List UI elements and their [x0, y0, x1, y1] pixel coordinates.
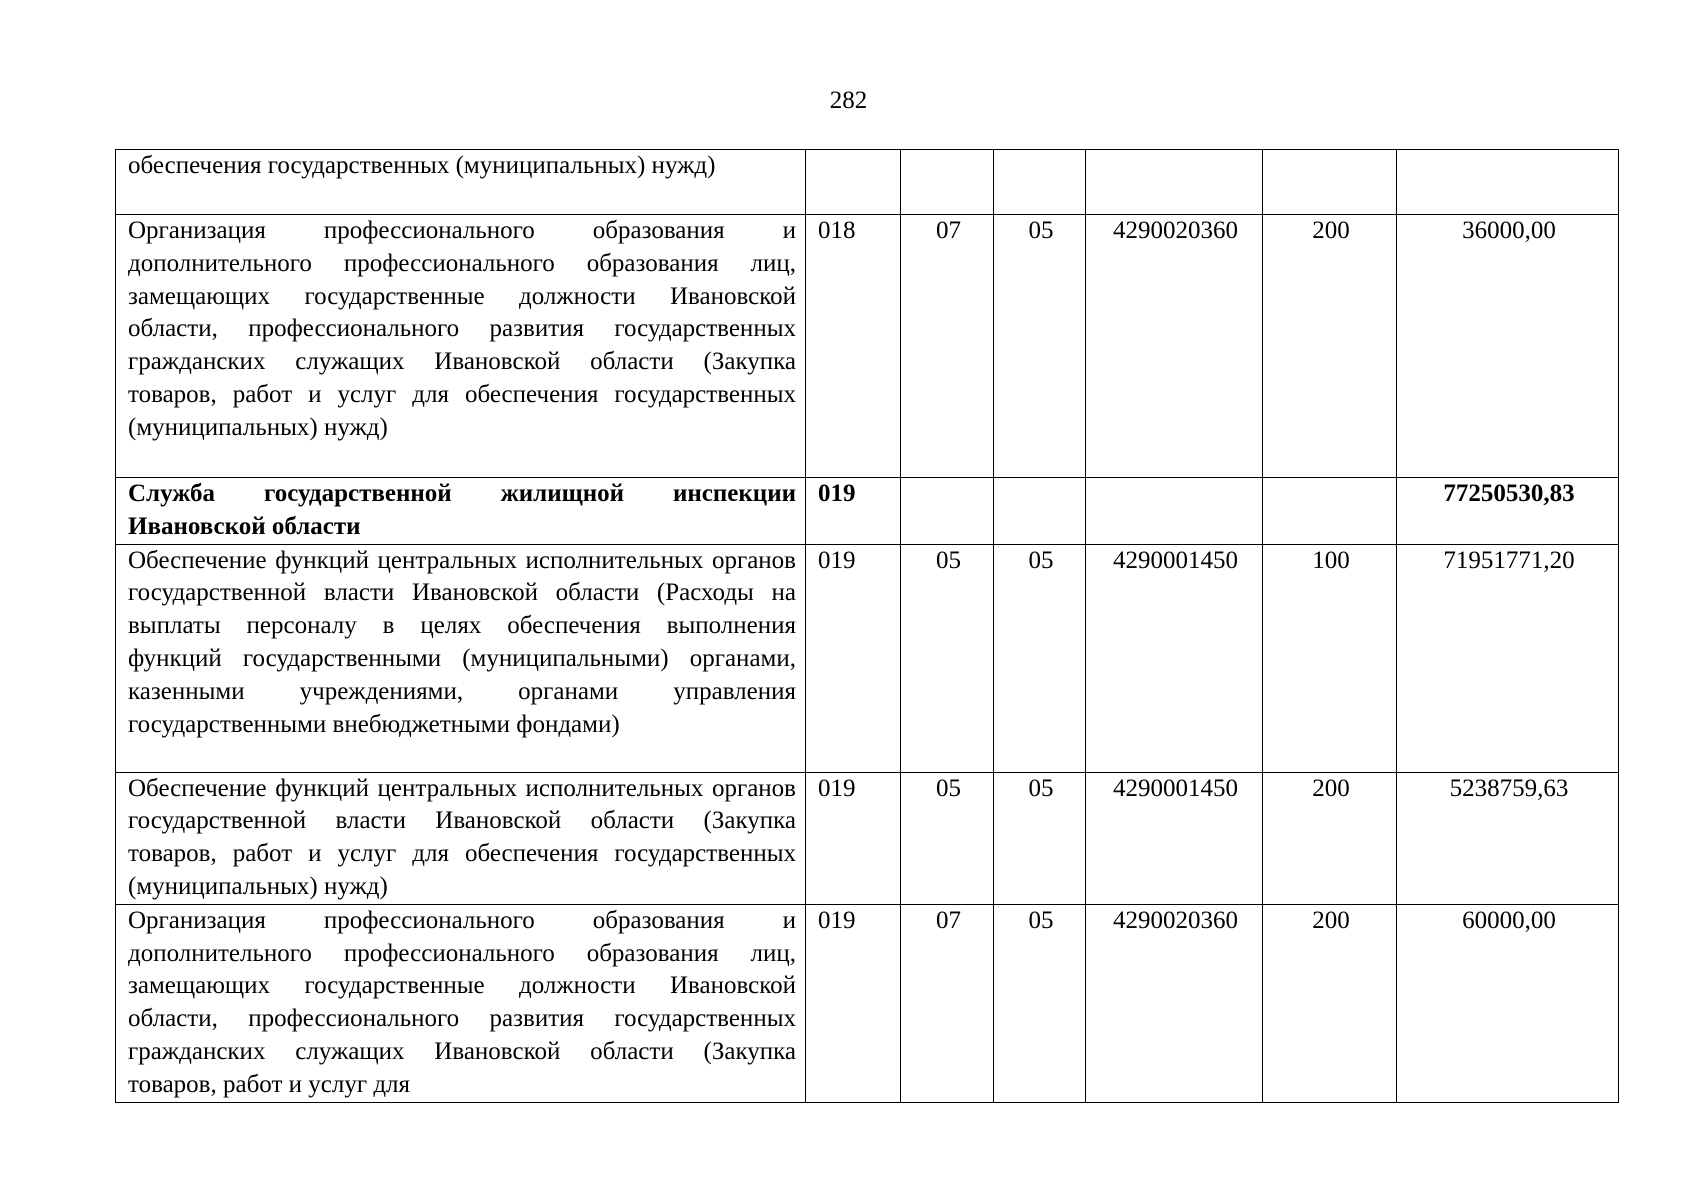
row-name-cell: обеспечения государственных (муниципальных) нужд) — [116, 150, 806, 215]
row-csr-cell: 4290020360 — [1086, 215, 1263, 478]
row-csr-cell: 4290001450 — [1086, 544, 1263, 772]
row-rz-cell: 07 — [901, 904, 994, 1102]
row-pr-cell: 05 — [994, 904, 1086, 1102]
row-vr-cell — [1263, 150, 1397, 215]
row-rz-cell — [901, 478, 994, 545]
row-csr-cell: 4290001450 — [1086, 772, 1263, 904]
row-gr-cell — [806, 150, 901, 215]
row-sum-cell — [1397, 150, 1619, 215]
table-row — [116, 215, 1619, 478]
row-pr-cell — [994, 478, 1086, 545]
row-csr-cell — [1086, 150, 1263, 215]
row-gr-cell: 018 — [806, 215, 901, 478]
row-vr-cell: 100 — [1263, 544, 1397, 772]
row-sum-cell: 36000,00 — [1397, 215, 1619, 478]
row-sum-cell: 60000,00 — [1397, 904, 1619, 1102]
row-gr-cell: 019 — [806, 478, 901, 545]
row-csr-cell — [1086, 478, 1263, 545]
row-vr-cell: 200 — [1263, 772, 1397, 904]
row-rz-cell — [901, 150, 994, 215]
row-gr-cell: 019 — [806, 544, 901, 772]
table-row-department — [116, 478, 1619, 545]
row-pr-cell: 05 — [994, 544, 1086, 772]
row-gr-cell: 019 — [806, 772, 901, 904]
row-name-cell: Служба государственной жилищной инспекции Ивановской области — [116, 478, 806, 545]
page-number: 282 — [829, 87, 868, 114]
row-rz-cell: 05 — [901, 544, 994, 772]
table-row — [116, 904, 1619, 1102]
row-vr-cell: 200 — [1263, 904, 1397, 1102]
row-pr-cell — [994, 150, 1086, 215]
row-name-cell: Обеспечение функций центральных исполнительных органов государственной власти Ивановской области (Расходы на выплаты персоналу в целях обеспечения выполнения функций государственными (муниципальными) органами, казенными учреждениями, органами управления государственными внебюджетными фондами) — [116, 544, 806, 772]
row-name-cell: Обеспечение функций центральных исполнительных органов государственной власти Ивановской области (Закупка товаров, работ и услуг для обеспечения государственных (муниципальных) нужд) — [116, 772, 806, 904]
row-vr-cell — [1263, 478, 1397, 545]
row-rz-cell: 05 — [901, 772, 994, 904]
table-row — [116, 150, 1619, 215]
row-pr-cell: 05 — [994, 772, 1086, 904]
row-pr-cell: 05 — [994, 215, 1086, 478]
row-sum-cell: 71951771,20 — [1397, 544, 1619, 772]
row-vr-cell: 200 — [1263, 215, 1397, 478]
table-row — [116, 544, 1619, 772]
row-gr-cell: 019 — [806, 904, 901, 1102]
row-rz-cell: 07 — [901, 215, 994, 478]
row-name-cell: Организация профессионального образования и дополнительного профессионального образования лиц, замещающих государственные должности Ивановской области, профессионального развития государственных гражданских служащих Ивановской области (Закупка товаров, работ и услуг для обеспечения государственных (муниципальных) нужд) — [116, 215, 806, 478]
table-row — [116, 772, 1619, 904]
row-name-cell: Организация профессионального образования и дополнительного профессионального образования лиц, замещающих государственные должности Ивановской области, профессионального развития государственных гражданских служащих Ивановской области (Закупка товаров, работ и услуг для — [116, 904, 806, 1102]
budget-table — [115, 149, 1619, 1103]
row-csr-cell: 4290020360 — [1086, 904, 1263, 1102]
row-sum-cell: 5238759,63 — [1397, 772, 1619, 904]
row-sum-cell: 77250530,83 — [1397, 478, 1619, 545]
